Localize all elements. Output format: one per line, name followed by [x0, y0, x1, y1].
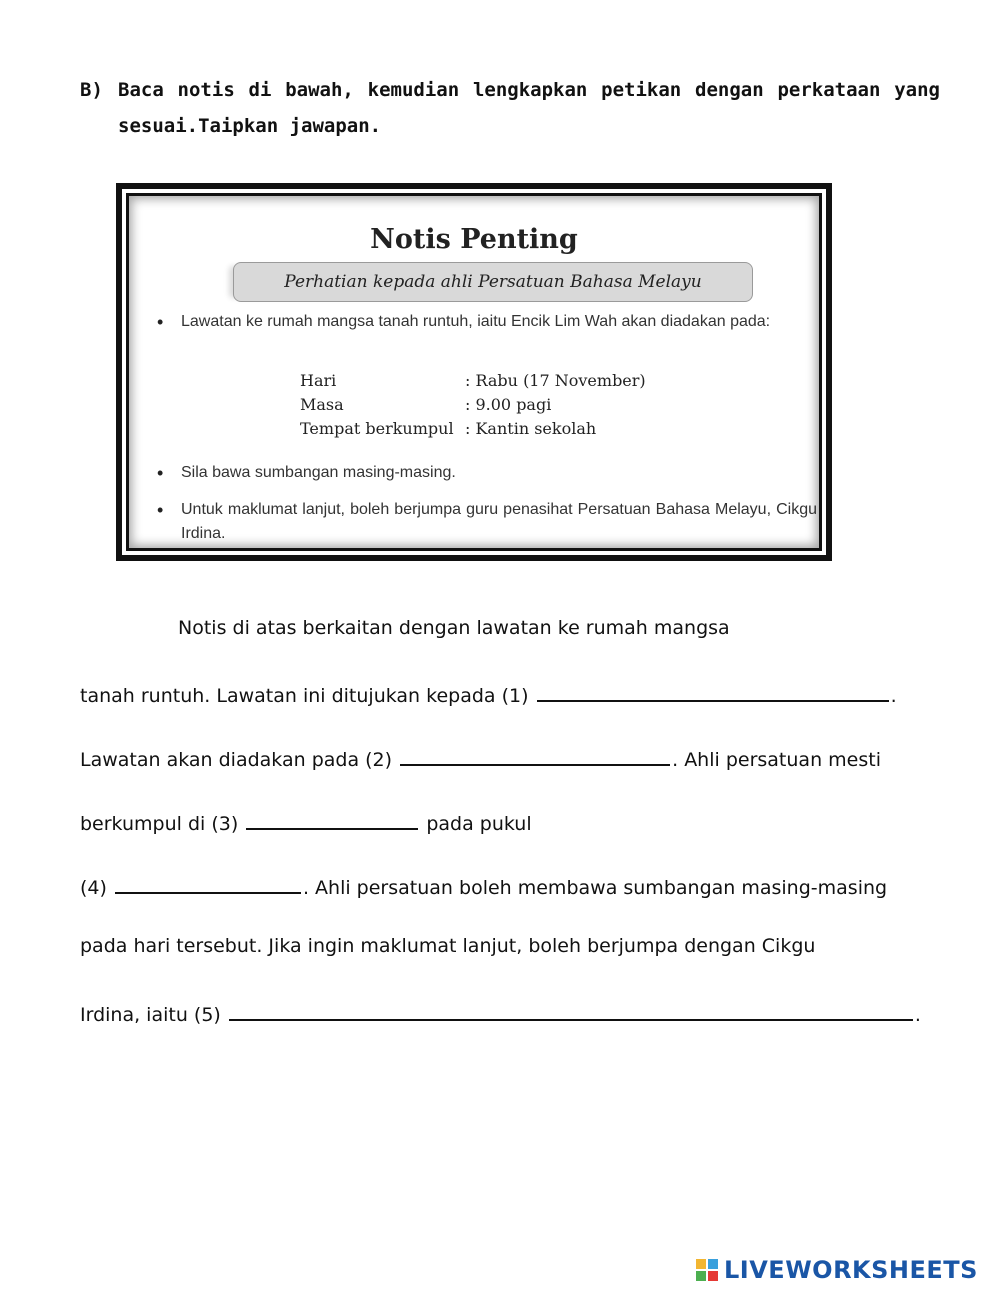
passage-line-1: Notis di atas berkaitan dengan lawatan ke rumah mangsa	[178, 617, 730, 639]
logo-text: LIVEWORKSHEETS	[724, 1256, 978, 1284]
passage-line-6: pada hari tersebut. Jika ingin maklumat lanjut, boleh berjumpa dengan Cikgu	[80, 935, 816, 957]
passage-line-5: (4) . Ahli persatuan boleh membawa sumbangan masing-masing	[80, 872, 950, 899]
notice-bullet-text: Untuk maklumat lanjut, boleh berjumpa guru penasihat Persatuan Bahasa Melayu, Cikgu Irdina.	[181, 501, 817, 542]
liveworksheets-logo	[696, 1255, 978, 1285]
bullet-icon: •	[157, 312, 164, 332]
bullet-icon: •	[157, 463, 164, 483]
bullet-icon: •	[157, 500, 164, 520]
notice-bullet-visit	[157, 310, 817, 334]
notice-bullet-text: Sila bawa sumbangan masing-masing.	[181, 464, 456, 481]
answer-blank-3[interactable]	[246, 808, 418, 830]
passage-line-4: berkumpul di (3) pada pukul	[80, 808, 950, 835]
instruction-label: B)	[80, 79, 103, 101]
answer-blank-2[interactable]	[400, 744, 670, 766]
notice-bullet-contact	[157, 498, 817, 546]
notice-banner: Perhatian kepada ahli Persatuan Bahasa Melayu	[233, 262, 753, 302]
detail-row-day: Hari : Rabu (17 November)	[300, 371, 646, 390]
passage-line-3: Lawatan akan diadakan pada (2) . Ahli persatuan mesti	[80, 744, 950, 771]
answer-blank-4[interactable]	[115, 872, 301, 894]
answer-blank-1[interactable]	[537, 680, 889, 702]
notice-bullet-donation	[157, 461, 817, 485]
passage-line-7: Irdina, iaitu (5) .	[80, 999, 950, 1026]
detail-row-time: Masa : 9.00 pagi	[300, 395, 552, 414]
passage-line-2: tanah runtuh. Lawatan ini ditujukan kepada (1) .	[80, 680, 950, 707]
instruction	[80, 72, 940, 144]
logo-grid-icon	[696, 1259, 718, 1281]
notice-title: Notis Penting	[370, 224, 578, 255]
notice-bullet-text: Lawatan ke rumah mangsa tanah runtuh, iaitu Encik Lim Wah akan diadakan pada:	[181, 313, 771, 330]
notice-details	[300, 369, 646, 441]
answer-blank-5[interactable]	[229, 999, 913, 1021]
notice-board	[116, 183, 832, 561]
detail-row-place: Tempat berkumpul : Kantin sekolah	[300, 419, 597, 438]
instruction-text: Baca notis di bawah, kemudian lengkapkan petikan dengan perkataan yang sesuai.Taipkan jawapan.	[118, 79, 940, 137]
